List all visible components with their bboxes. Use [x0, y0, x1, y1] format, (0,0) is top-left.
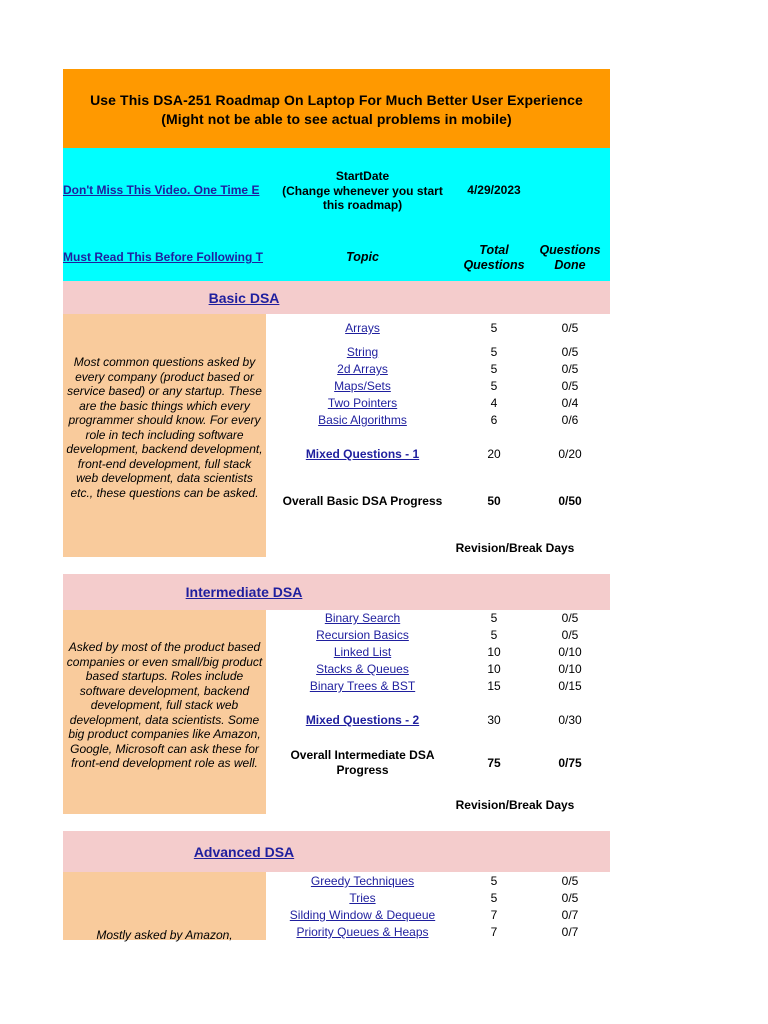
topic-done: 0/7	[561, 925, 579, 939]
overall-progress-total: 75	[487, 756, 501, 770]
topic-link[interactable]: Basic Algorithms	[318, 413, 407, 427]
topic-link[interactable]: Arrays	[345, 321, 380, 335]
topic-done: 0/10	[558, 645, 582, 659]
mixed-questions-link[interactable]: Mixed Questions - 2	[305, 713, 420, 727]
section-title-basic[interactable]: Basic DSA	[208, 290, 280, 306]
topic-done: 0/5	[561, 628, 579, 642]
topic-link[interactable]: Priority Queues & Heaps	[296, 925, 429, 939]
section-description-advanced	[63, 872, 266, 940]
banner	[63, 69, 610, 148]
mixed-questions-total: 30	[487, 713, 501, 727]
topic-done: 0/5	[561, 874, 579, 888]
column-header-total: Total Questions	[463, 243, 525, 272]
topic-total: 4	[490, 396, 498, 410]
overall-progress-total: 50	[487, 494, 501, 508]
banner-line-1: Use This DSA-251 Roadmap On Laptop For Much Better User Experience	[90, 92, 583, 108]
topic-link[interactable]: Two Pointers	[327, 396, 398, 410]
overall-progress-done: 0/50	[558, 494, 582, 508]
banner-line-2: (Might not be able to see actual problems in mobile)	[161, 111, 512, 127]
topic-total: 5	[490, 379, 498, 393]
topic-total: 6	[490, 413, 498, 427]
topic-link[interactable]: Recursion Basics	[316, 628, 409, 642]
topic-done: 0/6	[561, 413, 579, 427]
topic-done: 0/5	[561, 345, 579, 359]
topic-total: 5	[490, 611, 498, 625]
overall-progress-done: 0/75	[558, 756, 582, 770]
topic-link[interactable]: 2d Arrays	[337, 362, 388, 376]
topic-done: 0/5	[561, 891, 579, 905]
topic-done: 0/15	[558, 679, 582, 693]
topic-total: 5	[490, 874, 498, 888]
topic-total: 10	[487, 662, 501, 676]
topic-link[interactable]: Linked List	[333, 645, 392, 659]
topic-done: 0/5	[561, 611, 579, 625]
mixed-questions-done: 0/20	[558, 447, 582, 461]
start-date-label: StartDate (Change whenever you start this roadmap)	[282, 169, 443, 212]
description-text: Mostly asked by Amazon,	[96, 928, 233, 942]
topic-total: 10	[487, 645, 501, 659]
column-header-done: Questions Done	[539, 243, 601, 272]
topic-done: 0/10	[558, 662, 582, 676]
section-description-intermediate	[63, 610, 266, 814]
overall-progress-label: Overall Intermediate DSA Progress	[290, 748, 435, 777]
section-title-intermediate[interactable]: Intermediate DSA	[185, 584, 303, 600]
topic-total: 7	[490, 908, 498, 922]
mixed-questions-link[interactable]: Mixed Questions - 1	[305, 447, 420, 461]
topic-total: 5	[490, 362, 498, 376]
topic-link[interactable]: Tries	[349, 891, 376, 905]
topic-total: 5	[490, 628, 498, 642]
revision-break-days: Revision/Break Days	[455, 798, 575, 812]
topic-total: 5	[490, 345, 498, 359]
section-header-intermediate	[63, 574, 610, 610]
mixed-questions-total: 20	[487, 447, 501, 461]
section-header-advanced	[63, 831, 610, 872]
topic-done: 0/4	[561, 396, 579, 410]
revision-break-days: Revision/Break Days	[455, 541, 575, 555]
topic-done: 0/5	[561, 321, 579, 335]
topic-link[interactable]: Silding Window & Dequeue	[289, 908, 436, 922]
topic-total: 15	[487, 679, 501, 693]
column-header-topic: Topic	[346, 250, 379, 264]
topic-total: 5	[490, 891, 498, 905]
mixed-questions-done: 0/30	[558, 713, 582, 727]
topic-link[interactable]: String	[346, 345, 379, 359]
topic-done: 0/5	[561, 362, 579, 376]
start-date-value[interactable]: 4/29/2023	[467, 183, 521, 197]
video-link[interactable]: Don't Miss This Video. One Time E	[63, 183, 260, 197]
topic-total: 7	[490, 925, 498, 939]
topic-done: 0/5	[561, 379, 579, 393]
description-text: Most common questions asked by every company (product based or service based) or any startup. These are the basic things which every programmer should know. For every role in tech including software development, backend development, front-end development, full stack web development, data scientists etc., these questions can be asked.	[66, 355, 263, 500]
description-text: Asked by most of the product based companies or even small/big product based startups. Roles include software development, backend development, full stack web development, data scientists. Some big product companies like Amazon, Google, Microsoft can ask these for front-end development role as well.	[66, 640, 263, 770]
topic-link[interactable]: Stacks & Queues	[316, 662, 409, 676]
section-title-advanced[interactable]: Advanced DSA	[193, 844, 295, 860]
topic-link[interactable]: Binary Trees & BST	[309, 679, 416, 693]
topic-total: 5	[490, 321, 498, 335]
overall-progress-label: Overall Basic DSA Progress	[282, 494, 443, 508]
section-header-basic	[63, 281, 610, 314]
topic-link[interactable]: Maps/Sets	[334, 379, 391, 393]
topic-link[interactable]: Greedy Techniques	[310, 874, 415, 888]
must-read-link[interactable]: Must Read This Before Following T	[63, 250, 264, 264]
topic-done: 0/7	[561, 908, 579, 922]
topic-link[interactable]: Binary Search	[324, 611, 401, 625]
section-description-basic	[63, 314, 266, 557]
